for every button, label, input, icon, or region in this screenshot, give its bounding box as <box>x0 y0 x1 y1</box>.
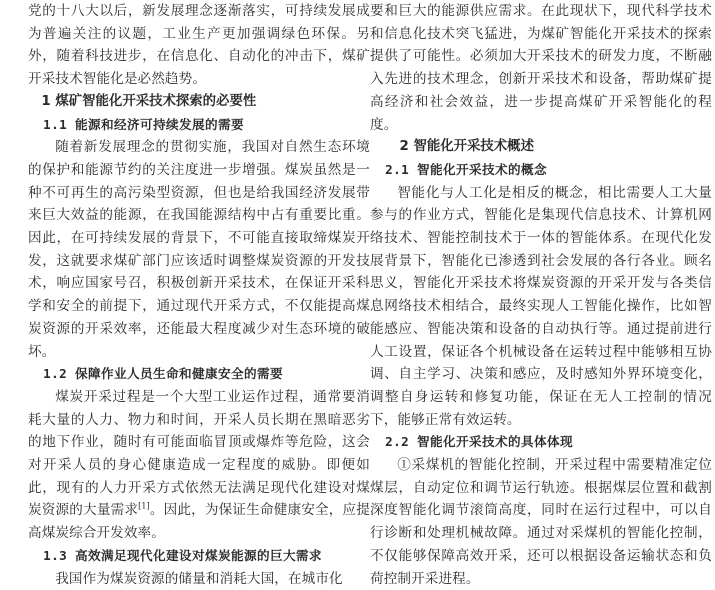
subsection-1-3-paragraph: 我国作为煤炭资源的储量和消耗大国，在城市化 <box>55 570 343 587</box>
intro-paragraph: 党的十八大以后，新发展理念逐渐落实，可持续发展成为普遍关注的议题，工业生产更加强调绿色环保。另外，随着科技进步，在信息化、自动化的冲击下，煤矿开采技术智能化是必然趋势。 <box>28 3 370 88</box>
section-2-heading: 2 智能化开采技术概述 <box>399 139 534 155</box>
subsection-2-1-paragraph: 智能化与人工化是相反的概念，相比需要人工大量参与的作业方式，智能化是集现代信息技术、计算机网络技术、智能控制技术于一体的智能体系。在现代化发展背景下，智能化已渗透到社会发展的各行各业。顾名思义，智能化开采技术将煤炭资源的开采开发与各类信息网络技术相结合，最终实现人工智能化操作，比如智能感应、智能决策和设备的自动执行等。通过提前进行人工设置，保证各个机械设备在运转过程中能够相互协调、自主学习、决策和感应，及时感知外界环境变化，调整自身运转和修复功能，保证在无人工控制的情况下，能够正常有效运转。 <box>370 184 712 428</box>
subsection-1-2-heading: 1.2 保障作业人员生命和健康安全的需要 <box>43 366 283 382</box>
subsection-1-3-heading: 1.3 高效满足现代化建设对煤炭能源的巨大需求 <box>43 547 322 563</box>
subsection-1-1-paragraph: 随着新发展理念的贯彻实施，我国对自然生态环境的保护和能源节约的关注度进一步增强。煤炭虽然是一种不可再生的高污染型资源，但也是给我国经济发展带来巨大效益的能源，在我国能源结构中占有重要比重。因此，在可持续发展的背景下，不可能直接取缔煤炭开发，这就要求煤矿部门应该适时调整煤炭资源的开发技术，响应国家号召，积极创新开采技术，在保证开采科学和安全的前提下，通过现代开采方式，不仅能提高煤炭资源的开采效率，还能最大程度减少对生态环境的破坏。 <box>28 139 370 360</box>
continued-paragraph: 要和巨大的能源供应需求。在此现状下，现代科学技术和信息化技术突飞猛进，为煤矿智能化开采技术的探索提供了可能性。必须加大开采技术的研发力度，不断融入先进的技术理念，创新开采技术和设备，帮助煤矿提高经济和社会效益，进一步提高煤矿开采智能化的程度。 <box>370 3 712 133</box>
section-1-heading: 1 煤矿智能化开采技术探索的必要性 <box>41 93 257 109</box>
subsection-1-2-text-a: 煤炭开采过程是一个大型工业运作过程，通常要消耗大量的人力、物力和时间，开采人员长期在黑暗恶劣的地下作业，随时有可能面临冒顶或爆炸等危险，这会对开采人员的身心健康造成一定程度的威胁。即便如此，现有的人力开采方式依然无法满足现代化建设对煤炭资源的大量需求 <box>28 388 370 519</box>
citation-ref: [1] <box>138 501 150 511</box>
right-column <box>370 0 712 590</box>
left-column <box>28 0 370 590</box>
subsection-1-2-paragraph <box>28 386 370 545</box>
subsection-1-2-text-b: 。因此，为保证生命健康安全，应提高煤炭综合开发效率。 <box>28 502 370 542</box>
subsection-2-2-paragraph: ①采煤机的智能化控制，开采过程中需要精准定位煤层，自动定位和调节运行轨迹。根据煤层位置和截割深度智能化调节滚筒高度，同时在运行过程中，可以自行诊断和处理机械故障。通过对采煤机的智能化控制，不仅能够保障高效开采，还可以根据设备运输状态和负荷控制开采进程。 <box>370 457 712 587</box>
subsection-2-2-heading: 2.2 智能化开采技术的具体体现 <box>385 434 573 450</box>
subsection-1-1-heading: 1.1 能源和经济可持续发展的需要 <box>43 116 244 132</box>
subsection-2-1-heading: 2.1 智能化开采技术的概念 <box>385 161 547 177</box>
